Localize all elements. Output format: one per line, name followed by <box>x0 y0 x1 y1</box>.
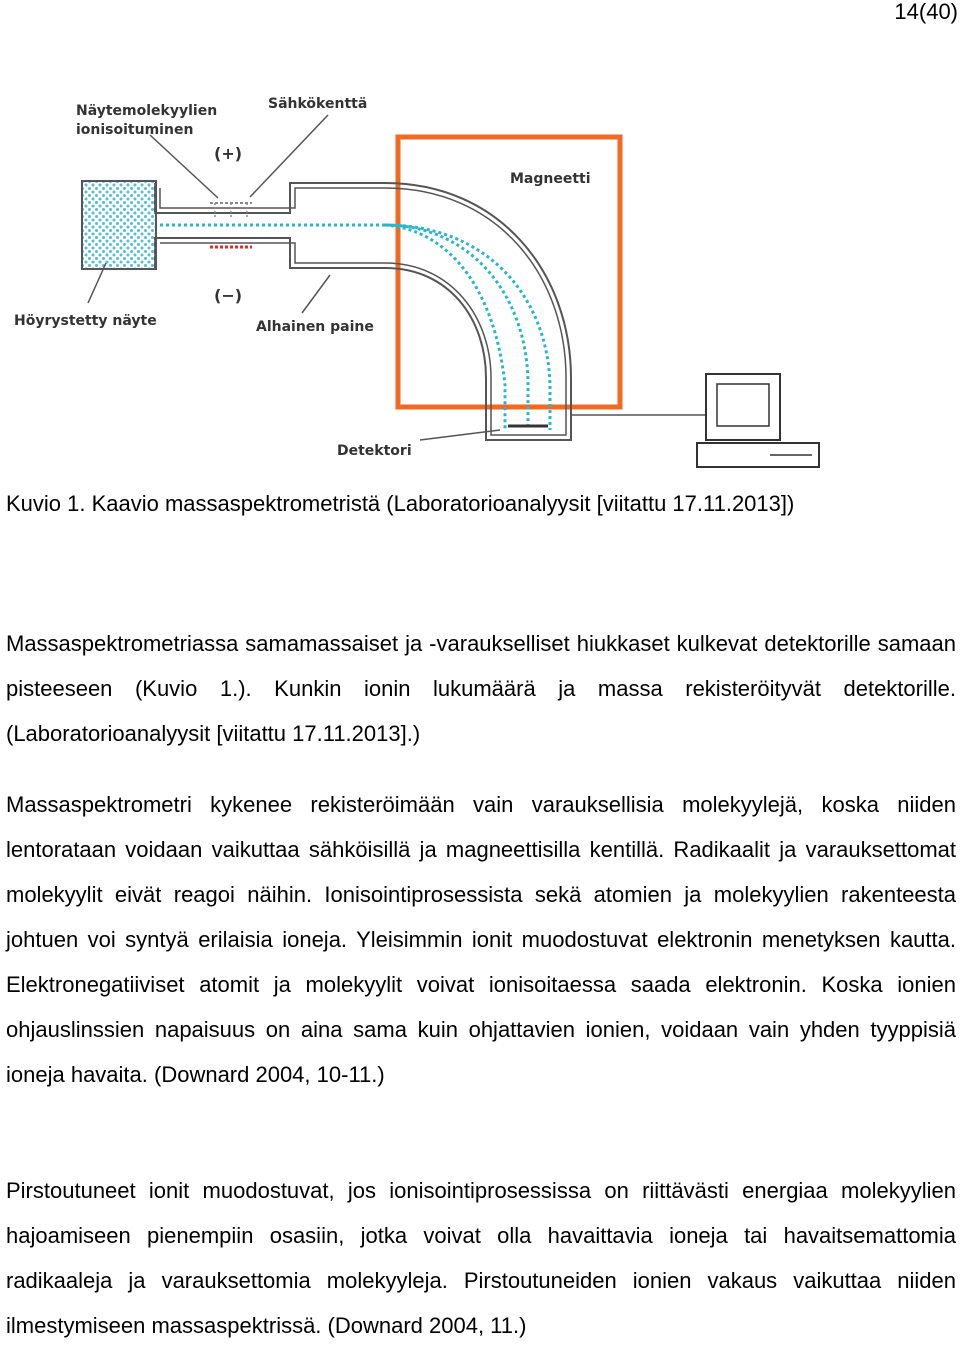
paragraph-2: Massaspektrometri kykenee rekisteröimään vain varauksellisia molekyylejä, koska niiden lentorataan voidaan vaikuttaa sähköisillä ja magneettisilla kentillä. Radikaalit ja varauksettomat molekyylit eivät reagoi näihin. Ionisointiprosessista sekä atomien ja molekyylien rakenteesta johtuen voi syntyä erilaisia ioneja. Yleisimmin ionit muodostuvat elektronin menetyksen kautta. Elektronegatiiviset atomit ja molekyylit voivat ionisoitaessa saada elektronin. Koska ionien ohjauslinssien napaisuus on aina sama kuin ohjattavien ionien, voidaan vain yhden tyyppisiä ioneja havaita. (Downard 2004, 10-11.) <box>6 792 956 1087</box>
label-negative: (−) <box>214 286 243 305</box>
page-number: 14(40) <box>894 0 958 24</box>
paragraph-3: Pirstoutuneet ionit muodostuvat, jos ionisointiprosessissa on riittävästi energiaa molekyylien hajoamiseen pienempiin osasiin, jotka voivat olla havaittavia ioneja tai havaitsemattomia radikaaleja ja varauksettomia molekyyleja. Pirstoutuneiden ionien vakaus vaikuttaa niiden ilmestymiseen massaspektrissä. (Downard 2004, 11.) <box>6 1178 956 1338</box>
tube-outer <box>155 183 571 440</box>
figure-caption: Kuvio 1. Kaavio massaspektrometristä (Laboratorioanalyysit [viitattu 17.11.2013]) <box>6 491 795 516</box>
ion-beam-heavy <box>385 225 550 430</box>
computer-screen <box>717 384 769 426</box>
label-low-pressure: Alhainen paine <box>256 319 374 335</box>
diagram-svg <box>0 85 960 475</box>
paragraph-1: Massaspektrometriassa samamassaiset ja -varaukselliset hiukkaset kulkevat detektorille samaan pisteeseen (Kuvio 1.). Kunkin ionin lukumäärä ja massa rekisteröityvät detektorille. (Laboratorioanalyysit [viitattu 17.11.2013].) <box>6 631 956 746</box>
label-positive: (+) <box>214 144 243 163</box>
label-magnet: Magneetti <box>510 171 591 187</box>
pointer-low-pressure <box>302 275 330 313</box>
label-ionization-line1: Näytemolekyylien <box>76 103 218 119</box>
label-electric-field: Sähkökenttä <box>268 96 368 112</box>
label-detector: Detektori <box>337 443 412 459</box>
sample-chamber <box>82 181 156 269</box>
mass-spectrometer-diagram <box>0 85 960 475</box>
label-vaporized-sample: Höyrystetty näyte <box>14 313 157 329</box>
label-ionization-line2: ionisoituminen <box>76 122 194 138</box>
pointer-detector <box>420 430 500 440</box>
